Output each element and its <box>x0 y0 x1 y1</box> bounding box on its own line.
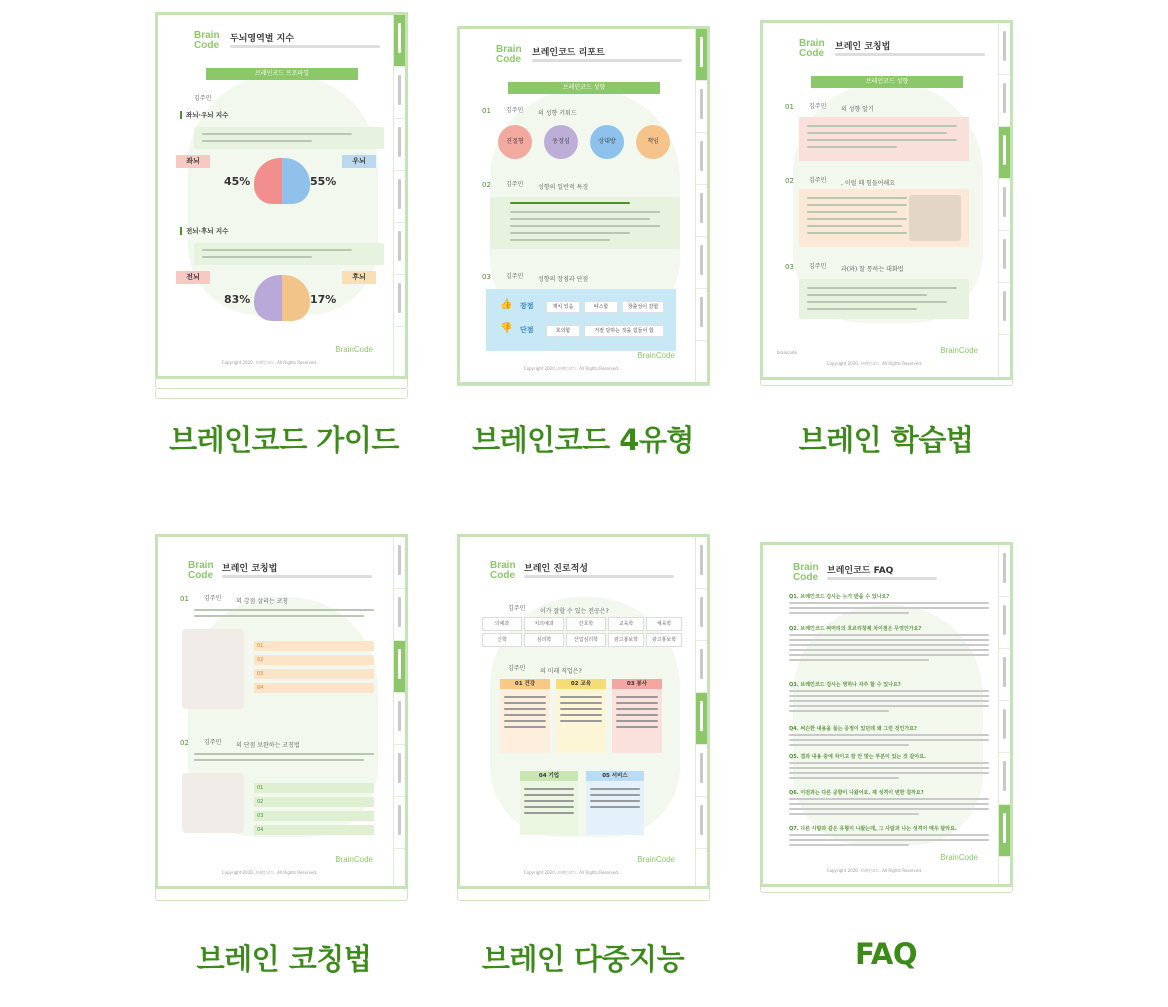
keyword-circle: 진절형 <box>498 125 532 159</box>
footer-logo: BrainCode <box>940 853 978 862</box>
footer-logo: BrainCode <box>335 345 373 354</box>
footer-logo: BrainCode <box>335 855 373 864</box>
card-caption[interactable]: 브레인코드 4유형 <box>472 423 694 457</box>
card-caption[interactable]: 브레인 학습법 <box>798 423 974 457</box>
copyright: Copyright 2020. 브레인코드. All Rights Reserved. <box>221 870 318 875</box>
page-tabs <box>695 29 707 382</box>
back-brain-percent: 17% <box>310 293 337 306</box>
footer-logo: BrainCode <box>637 855 675 864</box>
section-heading: 전뇌·후뇌 지수 <box>180 227 228 235</box>
report-page-thumbnail: Brain Code 브레인 코칭법 01 김주민 의 강점 살리는 코칭 01 02 03 04 02 김주민 의 단점 보완하는 코칭법 01 02 03 04 BrainCode Copyright 2020. 브레인코드. All Rights Reserved. <box>155 534 408 889</box>
front-brain-percent: 83% <box>224 293 251 306</box>
report-page-thumbnail: Brain Code 브레인코드 리포트 브레인코드 성향 01 김주민 의 성향 키워드 진절형 동정심 상대방 책임 02 김주민 성향의 일반적 특징 03 김주민 성향의 장점과 단점 👍 장점 재치 있음 따스함 창출성이 강함 👎 단점 호의함 거절 당하는 것을 힘들어 함 BrainCode Copyright 2020. 브레인코드. All Rights Reserved. <box>457 26 710 385</box>
thumbs-down-icon: 👎 <box>500 323 513 334</box>
user-name: 김주민 <box>508 665 526 672</box>
report-page-thumbnail <box>155 12 408 379</box>
student-photo <box>909 195 961 241</box>
brand-logo: Brain Code <box>490 560 516 581</box>
faq-question: Q3. 브레인코드 검사는 명하나 자주 할 수 있나요? <box>789 682 901 688</box>
pros-cons-box: 👍 장점 재치 있음 따스함 창출성이 강함 👎 단점 호의함 거절 당하는 것을 힘들어 함 <box>486 289 676 351</box>
report-page-thumbnail: Brain Code 브레인 진로적성 김주민 이가 잘할 수 있는 전공은? 의예과 치의예과 간호학 교육학 체육학 신학 심리학 산업심리학 광고홍보학 광고홍보학 김주민 의 미래 직업은? 01 건강 02 교육 03 봉사 04 기업 05 서비스 BrainCode Copyright 2020. 브레인코드. All Rights Reserved. <box>457 534 710 889</box>
faq-question: Q2. 브레인코드 써머리의 흐르리칭제 차이점은 무엇인가요? <box>789 626 922 632</box>
user-name: 김주민 <box>204 595 222 602</box>
faq-question: Q6. 이전과는 다른 공향이 나왔어요. 제 성격이 변한 걸까요? <box>789 790 924 796</box>
card-faq[interactable] <box>760 542 1020 932</box>
brand-logo: Brain Code <box>496 44 522 65</box>
user-name: 김주민 <box>506 181 524 188</box>
page-title: 브레인 진로적성 <box>524 564 588 574</box>
user-name: 김주민 <box>508 605 526 612</box>
section-band: 브레인코드 성향 <box>508 82 660 94</box>
keyword-circle: 동정심 <box>544 125 578 159</box>
page-title: 브레인코드 리포트 <box>532 48 605 58</box>
user-name: 김주민 <box>809 103 827 110</box>
left-brain-label: 좌뇌 <box>176 155 210 168</box>
copyright: Copyright 2020. 브레인코드. All Rights Reserved. <box>523 366 620 371</box>
card-4types[interactable] <box>457 26 717 416</box>
page-title: 두뇌영역별 지수 <box>230 34 294 44</box>
card-caption[interactable]: 브레인코드 가이드 <box>169 423 399 457</box>
page-tabs <box>998 23 1010 377</box>
footer-logo: BrainCode <box>940 346 978 355</box>
thumbs-up-icon: 👍 <box>500 299 513 310</box>
card-guide[interactable] <box>155 12 415 402</box>
footer-logo: BrainCode <box>637 351 675 360</box>
keyword-circle: 상대방 <box>590 125 624 159</box>
right-brain-percent: 55% <box>310 175 337 188</box>
section-band: 브레인코드 성향 <box>811 76 963 88</box>
faq-question: Q7. 다른 사람과 같은 유형이 나왔는데, 그 사람과 나는 성격이 매우 달라요. <box>789 826 957 832</box>
keyword-circle: 책임 <box>636 125 670 159</box>
copyright: Copyright 2020. 브레인코드. All Rights Reserved. <box>221 360 318 365</box>
brand-logo: Brain Code <box>799 38 825 59</box>
brand-logo: Brain Code <box>194 30 220 51</box>
left-brain-percent: 45% <box>224 175 251 188</box>
section-heading: 좌뇌·우뇌 지수 <box>180 111 228 119</box>
page-stack <box>155 389 408 399</box>
page-tabs <box>393 15 405 376</box>
page-stack <box>155 379 408 389</box>
page-stack <box>457 889 710 901</box>
page-tabs <box>998 545 1010 884</box>
card-multiple-intelligence[interactable] <box>457 534 717 924</box>
copyright: Copyright 2020. 브레인코드. All Rights Reserved. <box>826 361 923 366</box>
card-caption[interactable]: 브레인 다중지능 <box>481 942 685 976</box>
faq-question: Q4. 써슨한 내용을 둘는 공정이 있던데 왜 그런 것인가요? <box>789 726 917 732</box>
page-tabs <box>393 537 405 886</box>
user-name: 김주민 <box>809 177 827 184</box>
page-title: 브레인코드 FAQ <box>827 566 894 576</box>
page-stack <box>155 889 408 901</box>
page-title: 브레인 코칭법 <box>222 564 278 574</box>
page-title: 브레인 코칭법 <box>835 42 891 52</box>
page-stack <box>760 380 1013 386</box>
brand-logo: Brain Code <box>188 560 214 581</box>
user-name: 김주민 <box>809 263 827 270</box>
user-name: 김주민 <box>194 95 212 102</box>
page-tabs <box>695 537 707 886</box>
card-learning[interactable] <box>760 20 1020 410</box>
report-page-thumbnail: Brain Code 브레인 코칭법 브레인코드 성향 01 김주민 의 성향 알기 02 김주민 , 이럴 때 힘들어해요 03 김주민 과(와) 잘 통하는 대화법 BrainCode braincode Copyright 2020. 브레인코드. All Rights Reserved. <box>760 20 1013 380</box>
section-band: 브레인코드 프로파일 <box>206 68 358 80</box>
page-stack <box>457 385 710 386</box>
card-coaching[interactable] <box>155 534 415 924</box>
right-brain-label: 우뇌 <box>342 155 376 168</box>
user-name: 김주민 <box>204 739 222 746</box>
page-stack <box>760 887 1013 893</box>
faq-question: Q5. 결과 내용 중에 차이고 잘 안 맞는 부분이 있는 것 같아요. <box>789 754 926 760</box>
copyright: Copyright 2020. 브레인코드. All Rights Reserved. <box>523 870 620 875</box>
back-brain-label: 후뇌 <box>342 271 376 284</box>
children-photo <box>182 773 244 833</box>
brain-icon <box>254 275 310 321</box>
brand-logo: Brain Code <box>793 562 819 583</box>
brain-icon <box>254 158 310 204</box>
report-page-thumbnail <box>760 542 1013 887</box>
faq-question: Q1. 브레인코드 검사는 누가 받을 수 있나요? <box>789 594 890 600</box>
card-caption[interactable]: 브레인 코칭법 <box>196 942 372 976</box>
user-name: 김주민 <box>506 107 524 114</box>
children-photo <box>182 629 244 709</box>
user-name: 김주민 <box>506 273 524 280</box>
front-brain-label: 전뇌 <box>176 271 210 284</box>
copyright: Copyright 2020. 브레인코드. All Rights Reserved. <box>826 868 923 873</box>
card-caption[interactable]: FAQ <box>854 937 918 971</box>
